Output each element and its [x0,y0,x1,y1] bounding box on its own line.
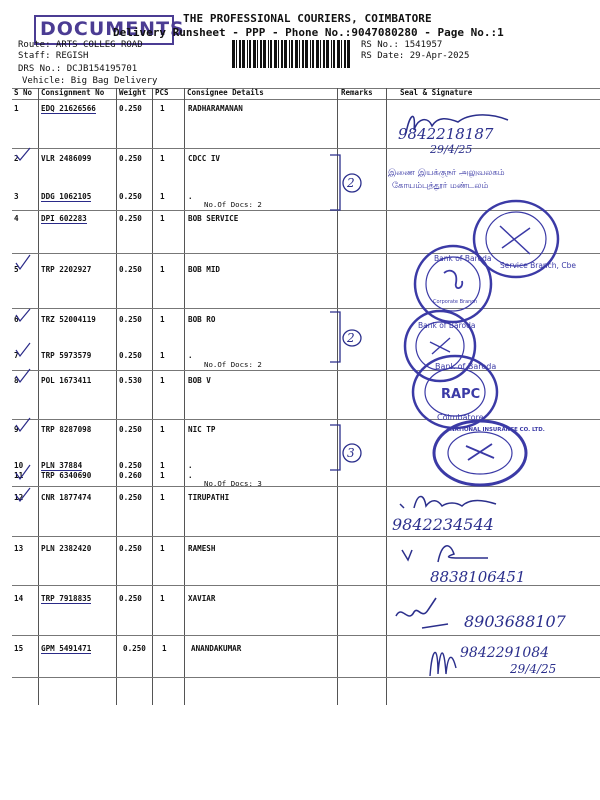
rs-date: RS Date: 29-Apr-2025 [361,51,470,61]
page-title: THE PROFESSIONAL COURIERS, COIMBATORE [183,12,432,25]
row-1-pcs: 1 [160,104,165,113]
row-2-consignee: CDCC IV [188,154,221,163]
bracket-3 [330,425,340,470]
row-1-weight: 0.250 [119,104,142,113]
row-9-pcs: 1 [160,425,165,434]
row-2-pcs: 1 [160,154,165,163]
signature-1-phone: 9842218187 [398,125,494,143]
row-10-sno: 10 [14,461,24,470]
row-13-pcs: 1 [160,544,165,553]
row-10-weight: 0.250 [119,461,142,470]
row-11-sno: 11 [14,471,24,480]
bracket-label-3: 3 [347,446,355,460]
runsheet-subtitle: Delivery Runsheet - PPP - Phone No.:9047080280 - Page No.:1 [113,26,504,39]
signature-15-phone: 9842291084 [460,645,550,661]
row-14-weight: 0.250 [119,594,142,603]
row-13-consignee: RAMESH [188,544,216,553]
rs-number: RS No.: 1541957 [361,40,443,50]
row-4-sno: 4 [14,214,19,223]
signature-14 [392,594,462,634]
row-15-consignee: ANANDAKUMAR [191,644,242,653]
signature-13 [398,540,518,568]
row-12-weight: 0.250 [119,493,142,502]
row-3-weight: 0.250 [119,192,142,201]
row-7-consignee: . [188,351,193,360]
row-11-consignment: TRP 6340690 [41,471,92,480]
bracket-label-2: 2 [347,331,355,345]
bob-v-text: Bank of Baroda [435,362,497,371]
route-label: Route: ARTS COLLEG ROAD [18,40,143,50]
row-2-sno: 2 [14,154,19,163]
row-4-pcs: 1 [160,214,165,223]
nic-seal [430,418,545,488]
tamil-stamp-line1: இணை இயக்குநர் அலுவலகம் [388,168,505,178]
row-4-consignee: BOB SERVICE [188,214,239,223]
rapc-city: Coimbatore [437,413,484,422]
row-6-weight: 0.250 [119,315,142,324]
col-remarks: Remarks [341,88,373,97]
row-4-weight: 0.250 [119,214,142,223]
tamil-stamp-line2: கோயம்புத்தூர் மண்டலம் [392,181,489,191]
row-5-sno: 5 [14,265,19,274]
signature-14-phone: 8903688107 [464,612,566,631]
check-icon [16,148,30,501]
row-8-weight: 0.530 [119,376,142,385]
row-15-pcs: 1 [162,644,167,653]
signature-15-date: 29/4/25 [510,662,557,676]
signature-13-phone: 8838106451 [430,568,526,586]
col-consignment: Consignment No [41,88,105,97]
row-1-consignment: EDQ 21626566 [41,104,96,113]
group-brackets [328,150,373,470]
row-13-sno: 13 [14,544,24,553]
row-3-consignee: . [188,192,193,201]
row-8-sno: 8 [14,376,19,385]
row-7-sno: 7 [14,351,19,360]
row-12-consignment: CNR 1877474 [41,493,92,502]
row-12-consignee: TIRUPATHI [188,493,230,502]
row-7-weight: 0.250 [119,351,142,360]
vehicle-label: Vehicle: Big Bag Delivery [22,76,158,86]
row-3-pcs: 1 [160,192,165,201]
row-14-sno: 14 [14,594,24,603]
row-5-consignment: TRP 2202927 [41,265,92,274]
bracket-2 [330,312,340,362]
row-9-consignee: NIC TP [188,425,216,434]
row-7-consignment: TRP 5973579 [41,351,92,360]
bob-ro-text: Bank of Baroda [418,321,476,330]
row-13-consignment: PLN 2382420 [41,544,92,553]
row-8-consignment: POL 1673411 [41,376,92,385]
drs-number: DRS No.: DCJB154195701 [18,64,138,74]
row-10-consignee: . [188,461,193,470]
row-9-weight: 0.250 [119,425,142,434]
docs-note-group1: No.Of Docs: 2 [204,200,262,209]
row-14-consignee: XAVIAR [188,594,216,603]
row-13-weight: 0.250 [119,544,142,553]
row-4-consignment: DPI 602283 [41,214,87,223]
rapc-text: RAPC [441,387,481,402]
row-14-pcs: 1 [160,594,165,603]
row-11-weight: 0.260 [119,471,142,480]
nic-text: NATIONAL INSURANCE CO. LTD. [450,427,545,433]
staff-label: Staff: REGISH [18,51,89,61]
row-3-sno: 3 [14,192,19,201]
bracket-1 [330,155,340,210]
col-consignee: Consignee Details [187,88,264,97]
row-10-consignment: PLN 37884 [41,461,83,470]
row-8-consignee: BOB V [188,376,211,385]
signature-12-phone: 9842234544 [392,515,494,534]
row-6-consignee: BOB RO [188,315,216,324]
row-5-consignee: BOB MID [188,265,221,274]
row-14-consignment: TRP 7918835 [41,594,92,603]
row-1-sno: 1 [14,104,19,113]
row-9-consignment: TRP 8287098 [41,425,92,434]
row-11-pcs: 1 [160,471,165,480]
col-sno: S No [14,88,33,97]
row-2-weight: 0.250 [119,154,142,163]
row-1-consignee: RADHARAMANAN [188,104,243,113]
row-7-pcs: 1 [160,351,165,360]
tick-marks [10,145,40,515]
row-15-weight: 0.250 [123,644,146,653]
documents-stamp: DOCUMENTS [34,15,174,45]
row-15-consignment: GPM 5491471 [41,644,92,653]
bob-service-text: Service Branch, Cbe [500,261,576,270]
row-12-pcs: 1 [160,493,165,502]
row-2-consignment: VLR 2486099 [41,154,92,163]
signature-12 [396,490,526,516]
row-9-sno: 9 [14,425,19,434]
row-11-consignee: . [188,471,193,480]
row-8-pcs: 1 [160,376,165,385]
signature-15 [424,638,460,680]
row-6-consignment: TRZ 52004119 [41,315,96,324]
row-3-consignment: DDG 1062105 [41,192,92,201]
row-5-weight: 0.250 [119,265,142,274]
row-6-pcs: 1 [160,315,165,324]
col-weight: Weight [119,88,147,97]
row-12-sno: 12 [14,493,24,502]
docs-note-group3: No.Of Docs: 3 [204,479,262,488]
bracket-label-1: 2 [347,176,355,190]
bob-mid-text: Bank of Baroda [434,254,492,263]
row-15-sno: 15 [14,644,24,653]
col-pcs: PCS [155,88,169,97]
docs-note-group2: No.Of Docs: 2 [204,360,262,369]
barcode [232,40,354,68]
col-seal: Seal & Signature [400,88,473,97]
row-10-pcs: 1 [160,461,165,470]
bob-mid-inner: Corporate Branch [433,299,478,305]
row-6-sno: 6 [14,315,19,324]
signature-2-date: 29/4/25 [430,143,473,156]
row-5-pcs: 1 [160,265,165,274]
